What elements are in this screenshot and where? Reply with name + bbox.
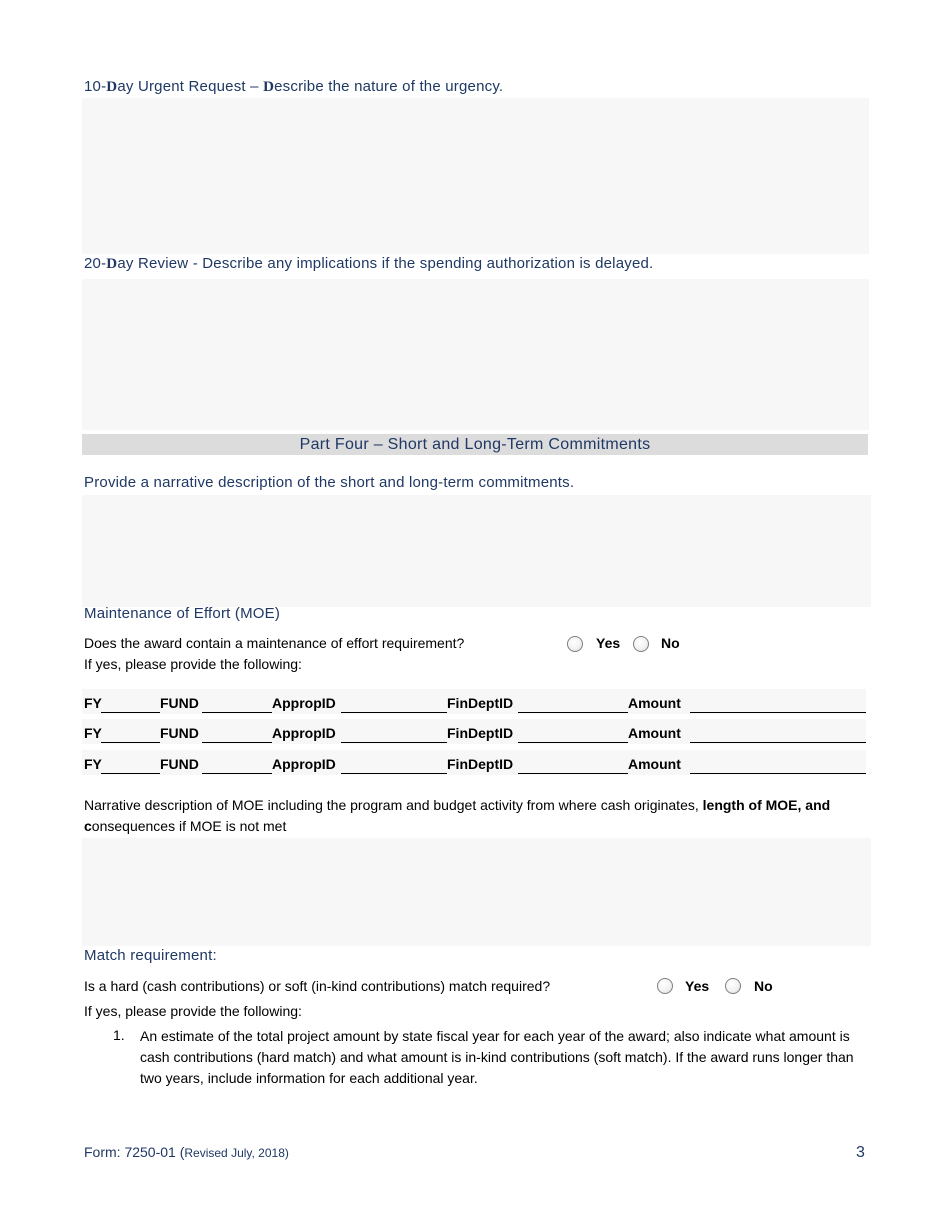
moe-row-3-fund-label: FUND (160, 756, 199, 772)
moe-row-2-fy-field[interactable] (101, 742, 160, 743)
moe-row-1-fy-label: FY (84, 695, 102, 711)
moe-yes-radio[interactable] (567, 636, 583, 652)
moe-row-1-amount-field[interactable] (690, 712, 866, 713)
match-yes-label: Yes (685, 978, 710, 994)
moe-row-2-fund-field[interactable] (202, 742, 272, 743)
moe-row-3-approp-label: AppropID (272, 756, 336, 772)
review-desc: - Describe any implications if the spending authorization is delayed. (188, 255, 654, 272)
moe-narrative-prefix: Narrative description of MOE including the program and budget activity from where cash originates, (84, 797, 703, 813)
commitments-narrative-label: Provide a narrative description of the short and long-term commitments. (84, 474, 575, 491)
urgent-request-textbox[interactable] (82, 98, 869, 254)
match-no-radio[interactable] (725, 978, 741, 994)
moe-row-3-amount-label: Amount (628, 756, 681, 772)
match-no-label: No (754, 978, 773, 994)
moe-row-3-findept-field[interactable] (518, 773, 628, 774)
match-heading: Match requirement: (84, 947, 217, 964)
urgent-prefix-num: 10- (84, 78, 107, 95)
moe-narrative-label (84, 795, 864, 837)
commitments-textbox[interactable] (82, 495, 871, 607)
moe-question: Does the award contain a maintenance of effort requirement? (84, 635, 465, 651)
review-prefix-rest: ay Review (117, 255, 189, 272)
moe-narrative-bold: length of MOE, and c (84, 797, 831, 834)
urgent-prefix-d: D (106, 79, 118, 95)
page-number: 3 (856, 1144, 865, 1161)
review-textbox[interactable] (82, 279, 869, 430)
match-question: Is a hard (cash contributions) or soft (in-kind contributions) match required? (84, 978, 551, 994)
moe-row-3-fy-label: FY (84, 756, 102, 772)
urgent-desc-rest: escribe the nature of the urgency. (274, 78, 504, 95)
moe-row-1-findept-label: FinDeptID (447, 695, 514, 711)
footer-form-number: Form: 7250-01 ( (84, 1144, 185, 1160)
match-yes-radio[interactable] (657, 978, 673, 994)
moe-no-radio[interactable] (633, 636, 649, 652)
moe-row-2-approp-field[interactable] (341, 742, 447, 743)
moe-narrative-textbox[interactable] (82, 838, 871, 946)
review-prefix-num: 20- (84, 255, 107, 272)
urgent-desc-d: D (263, 79, 275, 95)
moe-row-1-fund-label: FUND (160, 695, 199, 711)
moe-row-2-amount-field[interactable] (690, 742, 866, 743)
moe-if-yes: If yes, please provide the following: (84, 656, 302, 672)
moe-row-2-amount-label: Amount (628, 725, 681, 741)
match-item-1-number: 1. (113, 1027, 125, 1043)
urgent-prefix-rest: ay Urgent Request (117, 78, 246, 95)
moe-row-1-approp-label: AppropID (272, 695, 336, 711)
moe-row-3-fund-field[interactable] (202, 773, 272, 774)
moe-row-2-fy-label: FY (84, 725, 102, 741)
footer-form-label (84, 1144, 289, 1160)
moe-row-2-fund-label: FUND (160, 725, 199, 741)
moe-row-3-amount-field[interactable] (690, 773, 866, 774)
moe-no-label: No (661, 635, 680, 651)
urgent-dash: – (245, 78, 264, 95)
moe-narrative-suffix: onsequences if MOE is not met (91, 818, 287, 834)
moe-row-3-approp-field[interactable] (341, 773, 447, 774)
moe-row-1-amount-label: Amount (628, 695, 681, 711)
match-item-1-text: An estimate of the total project amount by state fiscal year for each year of the award; also indicate what amount is cash contributions (hard match) and what amount is in-kind contributions (soft match). If the award runs longer than two years, include information for each additional year. (140, 1028, 854, 1086)
footer-revised-date: Revised July, 2018) (184, 1146, 289, 1160)
moe-row-1-findept-field[interactable] (518, 712, 628, 713)
moe-row-2-findept-field[interactable] (518, 742, 628, 743)
moe-row-3-findept-label: FinDeptID (447, 756, 514, 772)
moe-row-3-fy-field[interactable] (101, 773, 160, 774)
part-four-title: Part Four – Short and Long-Term Commitments (82, 434, 868, 455)
urgent-request-heading (84, 78, 503, 96)
moe-row-2-approp-label: AppropID (272, 725, 336, 741)
review-prefix-d: D (106, 256, 118, 272)
match-if-yes: If yes, please provide the following: (84, 1003, 302, 1019)
moe-row-1-approp-field[interactable] (341, 712, 447, 713)
moe-heading: Maintenance of Effort (MOE) (84, 605, 281, 622)
moe-row-1-fy-field[interactable] (101, 712, 160, 713)
review-heading (84, 255, 653, 273)
moe-row-1-fund-field[interactable] (202, 712, 272, 713)
moe-yes-label: Yes (596, 635, 621, 651)
moe-row-2-findept-label: FinDeptID (447, 725, 514, 741)
